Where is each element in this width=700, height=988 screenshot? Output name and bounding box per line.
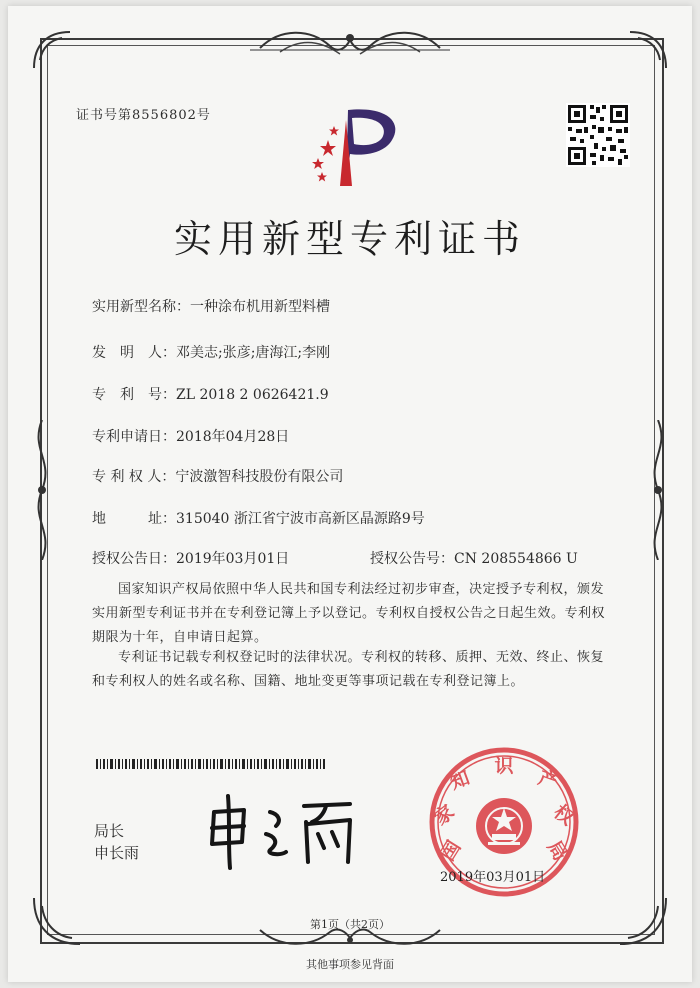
svg-text:识: 识 <box>494 755 514 777</box>
svg-text:家: 家 <box>430 800 459 830</box>
field-patentee <box>92 466 343 486</box>
footer-note: 其他事项参见背面 <box>306 958 394 971</box>
director-title: 局长 <box>94 822 125 840</box>
field-grant-announce-number <box>370 548 578 568</box>
svg-text:产: 产 <box>535 766 561 794</box>
svg-text:国: 国 <box>436 836 466 865</box>
field-address <box>92 508 425 528</box>
top-ornament-icon <box>250 28 450 62</box>
seal-date: 2019年03月01日 <box>440 870 546 885</box>
field-label: 专 利 号： <box>92 387 176 403</box>
cnipa-logo-icon <box>300 100 410 190</box>
field-filing-date <box>92 426 289 446</box>
corner-ornament-top-left-icon <box>32 30 72 70</box>
qr-code-icon <box>566 103 630 167</box>
paragraph-legal-status: 专利证书记载专利权登记时的法律状况。专利权的转移、质押、无效、终止、恢复和专利权人的姓名或名称、国籍、地址变更等事项记载在专利登记簿上。 <box>92 650 605 689</box>
director-name: 申长雨 <box>94 844 140 862</box>
field-value: 邓美志;张彦;唐海江;李刚 <box>176 345 331 361</box>
svg-text:知: 知 <box>447 766 473 794</box>
field-value: 2019年03月01日 <box>176 551 290 567</box>
paragraph-grant-statement: 国家知识产权局依照中华人民共和国专利法经过初步审查，决定授予专利权，颁发实用新型专利证书并在专利登记簿上予以登记。专利权自授权公告之日起生效。专利权期限为十年，自申请日起算。 <box>92 582 606 645</box>
field-label: 专 利 权 人： <box>92 469 176 485</box>
right-ornament-icon <box>646 420 670 560</box>
field-inventors <box>92 342 330 362</box>
svg-text:局: 局 <box>542 836 572 865</box>
field-label: 授权公告号： <box>370 551 454 567</box>
certificate-number: 证书号第8556802号 <box>76 108 211 123</box>
field-utility-model-name <box>92 296 330 316</box>
field-value: CN 208554866 U <box>454 551 578 567</box>
certificate-title: 实用新型专利证书 <box>173 217 526 261</box>
field-value: 2018年04月28日 <box>176 429 290 445</box>
field-patent-number <box>92 384 329 404</box>
field-value: 宁波激智科技股份有限公司 <box>175 469 344 485</box>
svg-text:权: 权 <box>549 800 578 830</box>
left-ornament-icon <box>30 420 54 560</box>
field-value: ZL 2018 2 0626421.9 <box>176 387 329 403</box>
field-label: 实用新型名称： <box>92 299 190 315</box>
field-label: 发 明 人： <box>92 345 176 361</box>
field-grant-announce-date <box>92 548 289 568</box>
corner-ornament-top-right-icon <box>628 30 668 70</box>
field-value: 315040 浙江省宁波市高新区晶源路9号 <box>176 511 425 527</box>
field-value: 一种涂布机用新型料槽 <box>190 299 330 315</box>
director-signature <box>200 790 370 870</box>
field-label: 授权公告日： <box>92 551 176 567</box>
page-indicator: 第1页（共2页） <box>310 918 390 931</box>
field-label: 专利申请日： <box>92 429 176 445</box>
barcode-strip-icon <box>96 759 326 769</box>
field-label: 地 址： <box>92 511 176 527</box>
